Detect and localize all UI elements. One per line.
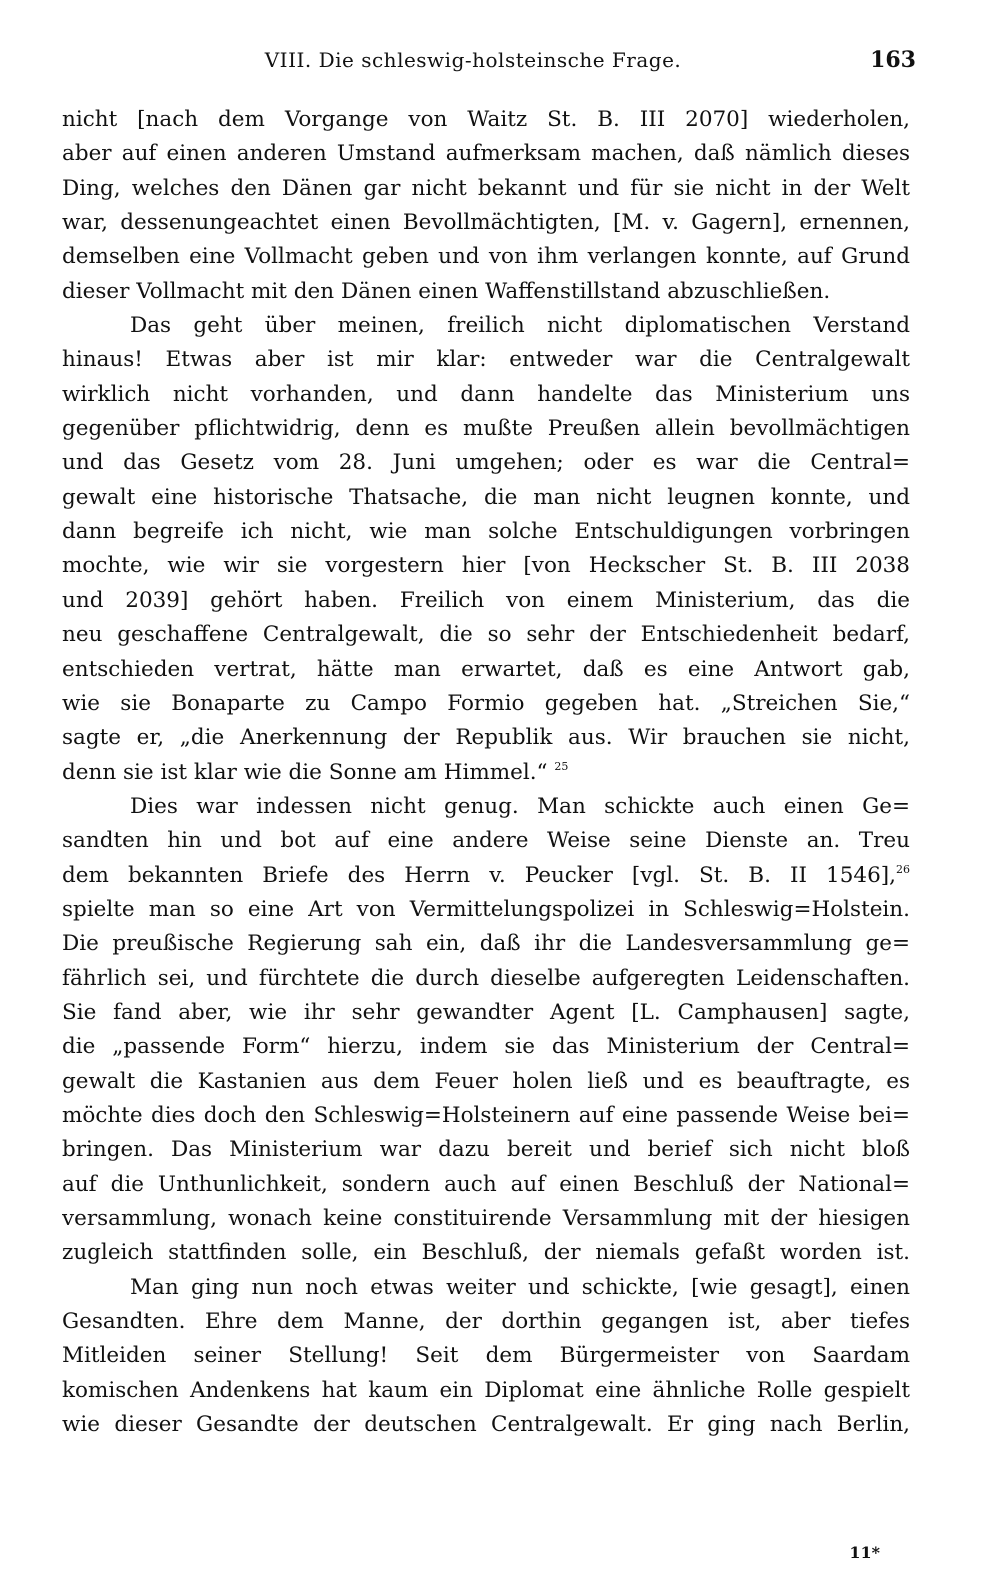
text-line: dem bekannten Briefe des Herrn v. Peucker [vgl. St. B. II 1546], <box>62 862 896 888</box>
text-line: dieser Vollmacht mit den Dänen einen Waffenstillstand abzuschließen. <box>62 278 831 304</box>
text-line: und das Gesetz vom 28. Juni umgehen; oder es war die Central= <box>62 450 910 476</box>
text-line: war, dessenungeachtet einen Bevollmächtigten, [M. v. Gagern], ernennen, <box>62 210 910 236</box>
text-line: und 2039] gehört haben. Freilich von einem Ministerium, das die <box>62 587 910 613</box>
text-line: Dies war indessen nicht genug. Man schickte auch einen Ge= <box>130 793 910 819</box>
text-line: spielte man so eine Art von Vermittelungspolizei in Schleswig=Holstein. <box>62 896 910 922</box>
body-text <box>62 103 910 1442</box>
text-line: neu geschaffene Centralgewalt, die so sehr der Entschiedenheit bedarf, <box>62 622 910 648</box>
text-line: zugleich stattfinden solle, ein Beschluß, der niemals gefaßt worden ist. <box>62 1240 910 1266</box>
text-line: nicht [nach dem Vorgange von Waitz St. B. III 2070] wiederholen, <box>62 107 910 132</box>
text-line: Das geht über meinen, freilich nicht diplomatischen Verstand <box>130 313 910 339</box>
text-line: gewalt eine historische Thatsache, die man nicht leugnen konnte, und <box>62 484 910 510</box>
text-line: Sie fand aber, wie ihr sehr gewandter Agent [L. Camphausen] sagte, <box>62 999 910 1025</box>
text-line: Ding, welches den Dänen gar nicht bekannt und für sie nicht in der Welt <box>62 175 910 201</box>
text-line: versammlung, wonach keine constituirende Versammlung mit der hiesigen <box>62 1206 910 1231</box>
text-line: mochte, wie wir sie vorgestern hier [von Heckscher St. B. III 2038 <box>62 553 910 579</box>
text-line: hinaus! Etwas aber ist mir klar: entweder war die Centralgewalt <box>62 347 910 373</box>
text-line: aber auf einen anderen Umstand aufmerksam machen, daß nämlich dieses <box>62 141 910 167</box>
text-line: bringen. Das Ministerium war dazu bereit und berief sich nicht bloß <box>62 1137 910 1163</box>
text-line: Die preußische Regierung sah ein, daß ihr die Landesversammlung ge= <box>62 931 910 957</box>
text-line: dann begreife ich nicht, wie man solche Entschuldigungen vorbringen <box>62 519 910 545</box>
footnote-marker: 25 <box>554 759 569 773</box>
running-header <box>0 40 1000 80</box>
text-line: Man ging nun noch etwas weiter und schickte, [wie gesagt], einen <box>130 1274 910 1300</box>
running-title: VIII. Die schleswig-holsteinsche Frage. <box>264 48 682 72</box>
page-number: 163 <box>870 47 916 73</box>
text-line: auf die Unthunlichkeit, sondern auch auf einen Beschluß der National= <box>62 1171 910 1197</box>
text-line: gewalt die Kastanien aus dem Feuer holen ließ und es beauftragte, es <box>62 1068 910 1094</box>
text-line: möchte dies doch den Schleswig=Holsteinern auf eine passende Weise bei= <box>62 1102 910 1128</box>
text-line: gegenüber pflichtwidrig, denn es mußte Preußen allein bevollmächtigen <box>62 416 910 442</box>
text-line-with-footnote <box>62 859 910 893</box>
text-line-with-footnote <box>62 756 910 790</box>
text-line: die „passende Form“ hierzu, indem sie das Ministerium der Central= <box>62 1034 910 1060</box>
text-line: Gesandten. Ehre dem Manne, der dorthin gegangen ist, aber tiefes <box>62 1309 910 1335</box>
text-line: wie sie Bonaparte zu Campo Formio gegeben hat. „Streichen Sie,“ <box>62 690 910 716</box>
text-line: komischen Andenkens hat kaum ein Diplomat eine ähnliche Rolle gespielt <box>62 1377 910 1403</box>
text-line: sagte er, „die Anerkennung der Republik aus. Wir brauchen sie nicht, <box>62 725 910 751</box>
footnote-marker: 26 <box>896 862 910 876</box>
text-line: wirklich nicht vorhanden, und dann handelte das Ministerium uns <box>62 381 910 407</box>
text-line: entschieden vertrat, hätte man erwartet, daß es eine Antwort gab, <box>62 656 910 682</box>
text-line: denn sie ist klar wie die Sonne am Himmel.“ <box>62 759 548 785</box>
text-line: demselben eine Vollmacht geben und von ihm verlangen konnte, auf Grund <box>62 244 910 270</box>
text-line: wie dieser Gesandte der deutschen Centralgewalt. Er ging nach Berlin, <box>62 1412 910 1438</box>
text-line: sandten hin und bot auf eine andere Weise seine Dienste an. Treu <box>62 828 910 854</box>
text-line: fährlich sei, und fürchtete die durch dieselbe aufgeregten Leidenschaften. <box>62 965 910 991</box>
signature-mark: 11* <box>849 1543 880 1562</box>
text-line: Mitleiden seiner Stellung! Seit dem Bürgermeister von Saardam <box>62 1343 910 1369</box>
